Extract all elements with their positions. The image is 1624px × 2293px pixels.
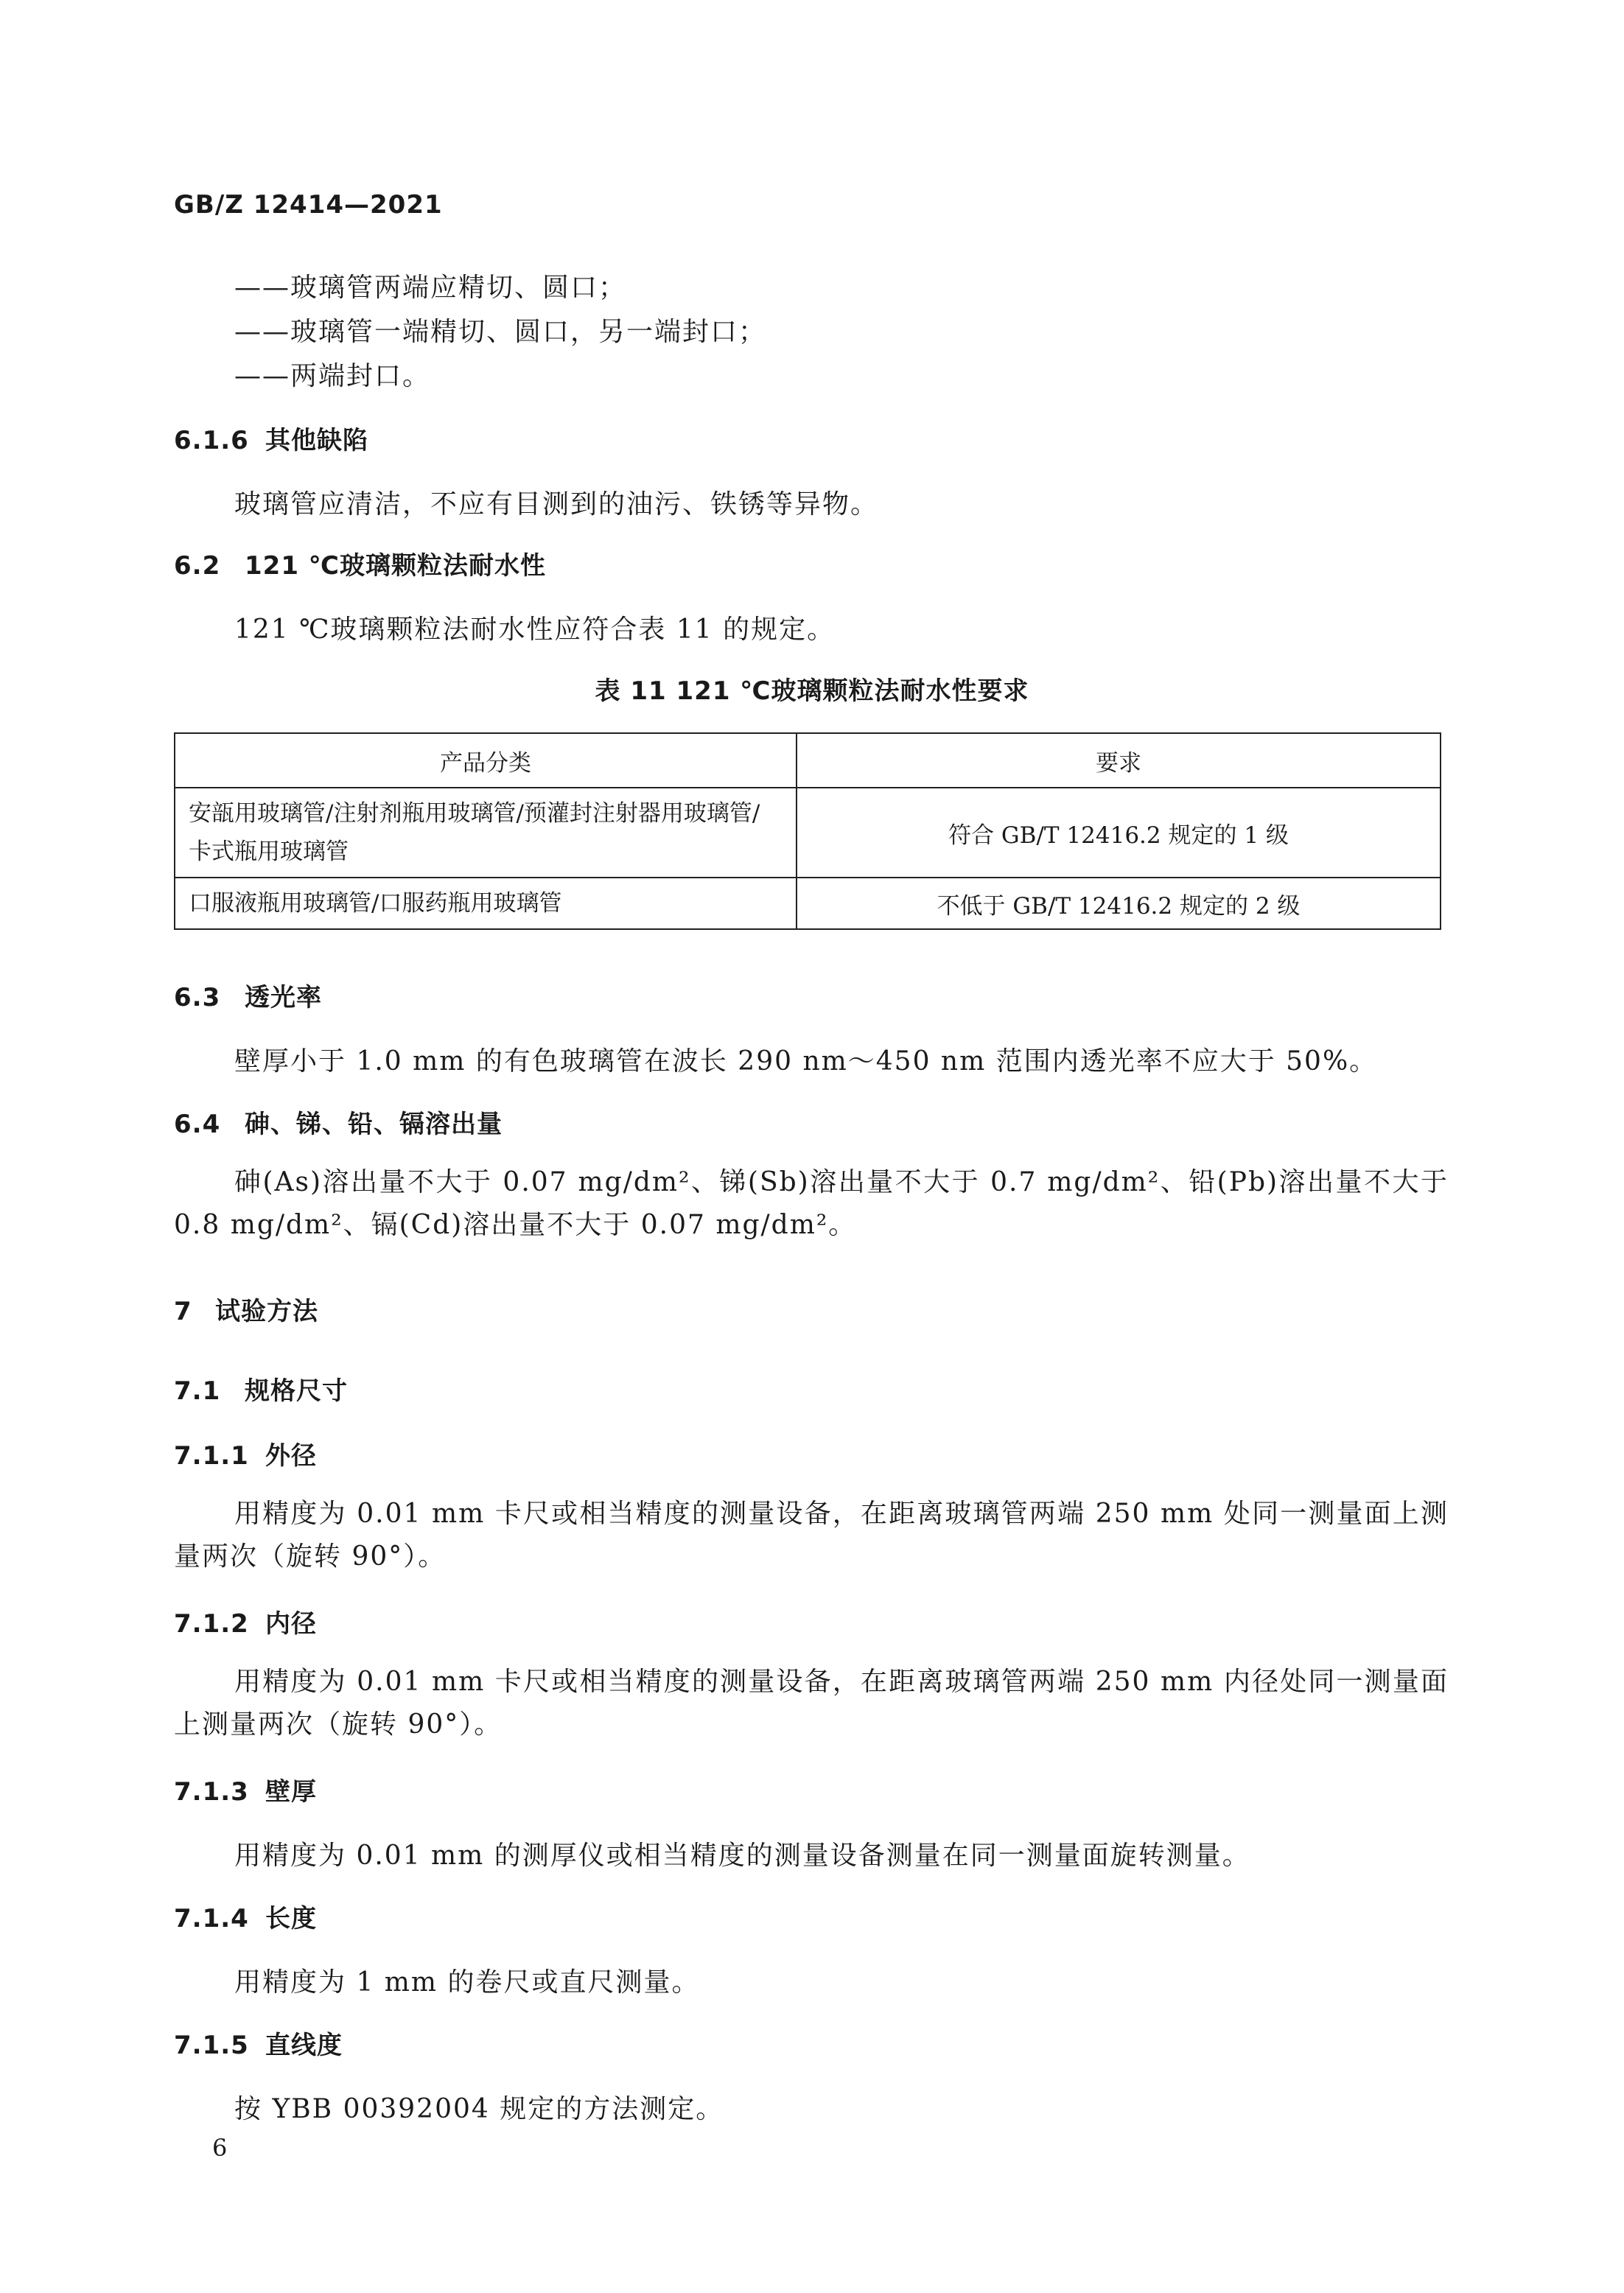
section-number: 7.1.4 <box>174 1904 249 1933</box>
column-header-category: 产品分类 <box>175 733 797 788</box>
paragraph: 121 ℃玻璃颗粒法耐水性应符合表 11 的规定。 <box>234 615 836 645</box>
section-title: 壁厚 <box>265 1777 317 1807</box>
list-item: ——两端封口。 <box>234 361 431 391</box>
section-title: 直线度 <box>265 2031 343 2060</box>
section-number: 7 <box>174 1297 192 1326</box>
section-title: 试验方法 <box>215 1297 318 1326</box>
section-title: 长度 <box>265 1904 317 1933</box>
section-title: 内径 <box>265 1609 317 1639</box>
table-cell: 安瓿用玻璃管/注射剂瓶用玻璃管/预灌封注射器用玻璃管/卡式瓶用玻璃管 <box>175 788 797 878</box>
section-number: 7.1.3 <box>174 1777 249 1807</box>
paragraph: 用精度为 1 mm 的卷尺或直尺测量。 <box>234 1967 700 1998</box>
section-heading-7-1-4 <box>174 1898 317 1934</box>
section-heading-7-1-1 <box>174 1435 317 1471</box>
section-number: 7.1 <box>174 1376 221 1406</box>
section-number: 7.1.2 <box>174 1609 249 1639</box>
section-title: 外径 <box>265 1441 317 1471</box>
section-title: 其他缺陷 <box>265 426 368 455</box>
list-item: ——玻璃管一端精切、圆口，另一端封口； <box>234 317 767 347</box>
table-row <box>175 878 1441 929</box>
section-heading-7-1 <box>174 1370 348 1407</box>
paragraph: 砷(As)溶出量不大于 0.07 mg/dm²、锑(Sb)溶出量不大于 0.7 mg/dm²、铅(Pb)溶出量不大于 0.8 mg/dm²、镉(Cd)溶出量不大于 0.07 mg/dm²。 <box>174 1167 1449 1240</box>
table-caption: 表 11 121 ℃玻璃颗粒法耐水性要求 <box>595 676 1029 706</box>
paragraph: 壁厚小于 1.0 mm 的有色玻璃管在波长 290 nm～450 nm 范围内透光率不应大于 50%。 <box>234 1046 1378 1077</box>
requirements-table <box>174 732 1441 930</box>
paragraph: 用精度为 0.01 mm 的测厚仪或相当精度的测量设备测量在同一测量面旋转测量。 <box>234 1841 1250 1871</box>
paragraph: 用精度为 0.01 mm 卡尺或相当精度的测量设备，在距离玻璃管两端 250 mm 内径处同一测量面上测量两次（旋转 90°）。 <box>174 1667 1449 1740</box>
list-item: ——玻璃管两端应精切、圆口； <box>234 273 627 303</box>
section-heading-7-1-5 <box>174 2025 343 2061</box>
section-heading-6-3 <box>174 977 322 1013</box>
section-number: 7.1.5 <box>174 2031 249 2060</box>
section-heading-7-1-2 <box>174 1603 317 1639</box>
table-cell: 不低于 GB/T 12416.2 规定的 2 级 <box>797 878 1441 929</box>
section-heading-7-1-3 <box>174 1771 317 1807</box>
column-header-requirement: 要求 <box>797 733 1441 788</box>
section-number: 6.2 <box>174 551 221 581</box>
section-heading-6-4 <box>174 1104 503 1140</box>
section-heading-6-2 <box>174 545 546 581</box>
section-title: 规格尺寸 <box>245 1376 348 1406</box>
section-title: 砷、锑、铅、镉溶出量 <box>245 1110 503 1139</box>
section-number: 6.4 <box>174 1110 221 1139</box>
section-number: 7.1.1 <box>174 1441 249 1471</box>
paragraph: 玻璃管应清洁，不应有目测到的油污、铁锈等异物。 <box>234 489 879 519</box>
paragraph: 用精度为 0.01 mm 卡尺或相当精度的测量设备，在距离玻璃管两端 250 mm 处同一测量面上测量两次（旋转 90°）。 <box>174 1499 1449 1572</box>
table-cell: 符合 GB/T 12416.2 规定的 1 级 <box>797 788 1441 878</box>
section-title: 121 ℃玻璃颗粒法耐水性 <box>245 551 546 581</box>
standard-code-header: GB/Z 12414—2021 <box>174 190 443 220</box>
table-cell: 口服液瓶用玻璃管/口服药瓶用玻璃管 <box>175 878 797 929</box>
section-number: 6.3 <box>174 983 221 1012</box>
paragraph: 按 YBB 00392004 规定的方法测定。 <box>234 2094 724 2124</box>
table-header-row <box>175 733 1441 788</box>
table-row <box>175 788 1441 878</box>
section-number: 6.1.6 <box>174 426 249 455</box>
page-number: 6 <box>212 2134 228 2162</box>
section-title: 透光率 <box>245 983 322 1012</box>
section-heading-6-1-6 <box>174 420 368 456</box>
section-heading-7 <box>174 1291 318 1327</box>
